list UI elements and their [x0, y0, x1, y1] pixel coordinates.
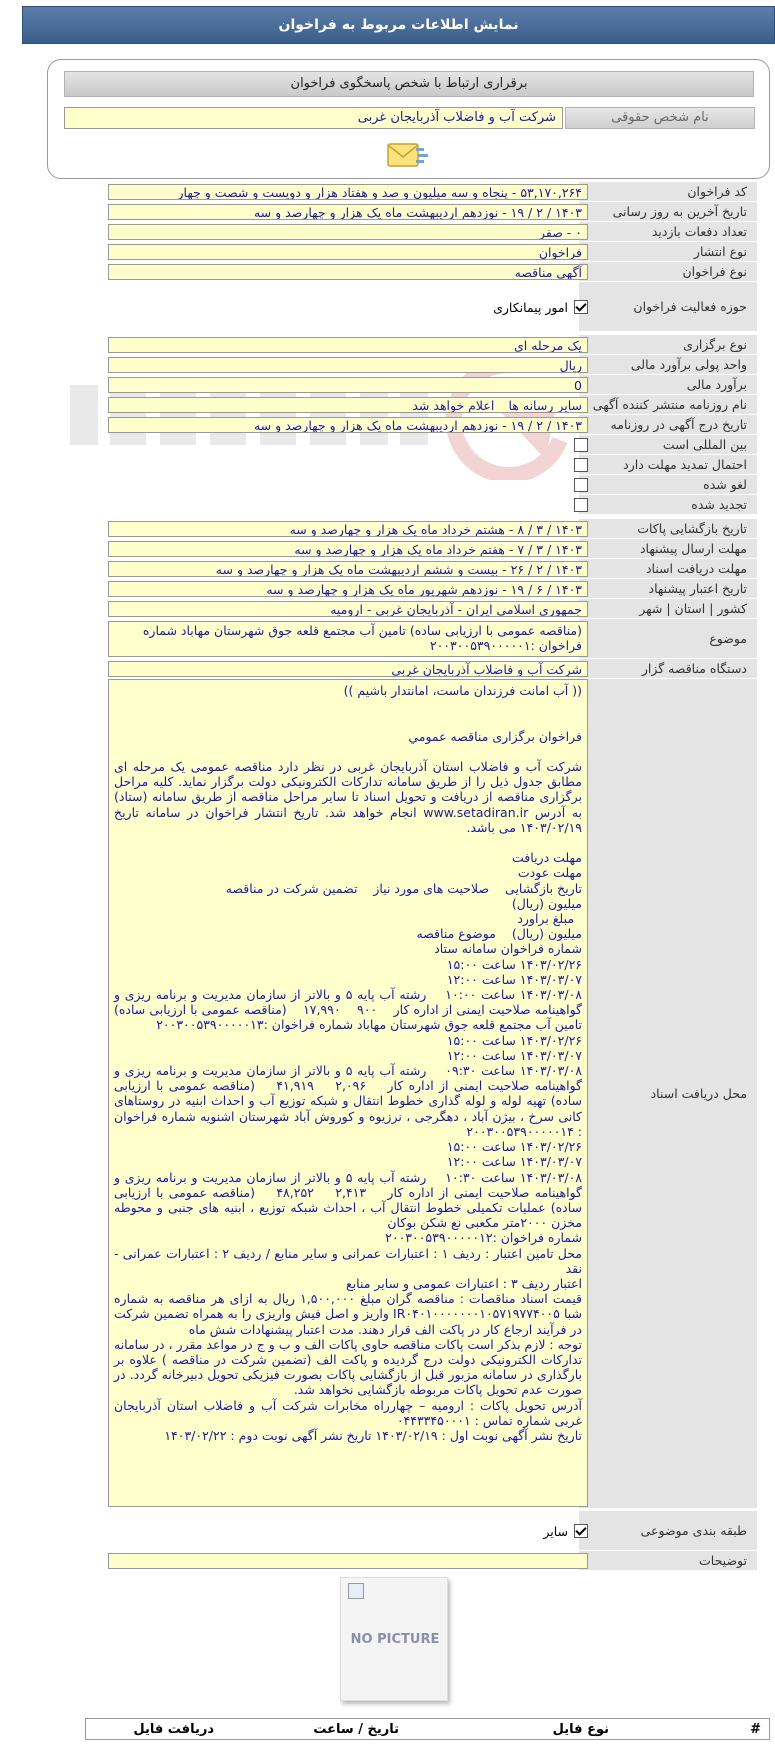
label-location: کشور | استان | شهر	[579, 599, 757, 619]
description-line: ۱۴۰۳/۰۳/۰۸ ساعت ۰۹:۳۰ رشته آب پایه ۵ و بالاتر از سازمان مدیریت و برنامه ریزی و گواهینامه صلاحیت ایمنی از اداره کار ۲,۰۹۶ ۴۱,۹۱۹ (مناقصه عمومی با ارزیابی ساده) تهیه لوله و لوله گذاری خطوط انتقال و شبکه توزیع آب و احداث ابنیه در روستاهای کانی سرخ ، بیژن آباد ، دهگرجی ، نرزیوه و کوروش آباد شهرستان اشنویه شماره فراخوان : ۲۰۰۳۰۰۵۳۹۰۰۰۰۰۱۴	[110, 1063, 582, 1139]
label-call-type: نوع فراخوان	[579, 262, 757, 282]
value-hold-type: یک مرحله ای	[108, 337, 588, 353]
row-extension	[0, 455, 775, 475]
value-category	[108, 1511, 588, 1551]
extension-cell	[108, 455, 588, 475]
label-notes: توضیحات	[579, 1551, 757, 1571]
broken-image-icon	[348, 1583, 364, 1599]
description-line: توجه : لازم بذکر است پاکات مناقصه حاوی پاکات الف و ب و ج در مواعد مقرر ، در سامانه تدارکات الکترونیکی دولت درج گردیده و پاکت الف (تضمین شرکت در مناقصه ) علاوه بر بارگذاری در سامانه مزبور قبل از بازگشایی پاکات بصورت فیزیکی تحویل دبیرخانه گردد. در صورت عدم تحویل پاکات مربوطه بازگشایی نخواهد شد.	[110, 1336, 582, 1398]
contact-header: برقراری ارتباط با شخص پاسخگوی فراخوان	[64, 71, 754, 97]
row-notes	[0, 1551, 775, 1571]
value-notes	[108, 1553, 588, 1569]
label-cancelled: لغو شده	[579, 475, 757, 495]
description-line: مبلغ براورد	[517, 911, 582, 927]
description-line: میلیون (ریال)	[511, 895, 582, 911]
col-download: دریافت فایل	[133, 1722, 214, 1737]
page-title: نمایش اطلاعات مربوط به فراخوان	[22, 6, 775, 44]
label-activity: حوزه فعالیت فراخوان	[579, 282, 757, 332]
value-last-update: ۱۴۰۳ / ۲ / ۱۹ - نوزدهم اردیبهشت ماه یک هزار و چهارصد و سه	[108, 204, 588, 220]
international-checkbox[interactable]	[574, 438, 588, 452]
subject-line-1: (مناقصه عمومی با ارزیابی ساده) تامین آب مجتمع قلعه جوق شهرستان مهاباد شماره	[142, 623, 582, 638]
renewed-checkbox[interactable]	[574, 498, 588, 512]
col-index: #	[750, 1722, 761, 1737]
label-hold-type: نوع برگزاری	[579, 335, 757, 355]
value-organizer: شرکت آب و فاضلاب آذربایجان غربی	[108, 661, 588, 677]
label-category: طبقه بندی موضوعی	[579, 1511, 757, 1551]
contact-label: نام شخص حقوقی	[565, 107, 755, 129]
label-opening-date: تاریخ بازگشایی پاکات	[579, 519, 757, 539]
subject-line-2: فراخوان :۲۰۰۳۰۰۵۳۹۰۰۰۰۰۱	[429, 638, 582, 653]
cancelled-checkbox[interactable]	[574, 478, 588, 492]
description-line: فراخوان برگزاری مناقصه عمومي	[408, 728, 582, 744]
col-file-type: نوع فایل	[552, 1722, 609, 1737]
row-hold-type	[0, 335, 775, 355]
description-line: قیمت اسناد مناقصات : مناقصه گران مبلغ ۱,۵۰۰,۰۰۰ ریال به ازای هر مناقصه به شماره شبا IR۰۴۰۱۰۰۰۰۰۰۰۱۰۵۷۱۹۷۷۴۰۰۵ واریز و اصل فیش واریزی را به همراه تضمین شرکت در فرآیند ارجاع کار در پاکت الف قرار دهند. مدت اعتبار پیشنهادات شش ماه	[110, 1291, 582, 1337]
row-newspaper-date	[0, 415, 775, 435]
row-submit-deadline	[0, 539, 775, 559]
description-line: مهلت دریافت	[512, 850, 582, 866]
label-newspaper: نام روزنامه منتشر کننده آگهی	[579, 395, 757, 415]
description-line: مهلت عودت	[517, 865, 582, 881]
label-publish-type: نوع انتشار	[579, 242, 757, 262]
label-visit-count: تعداد دفعات بازدید	[579, 222, 757, 242]
description-line	[114, 744, 582, 759]
description-line: شماره فراخوان :۲۰۰۳۰۰۵۳۹۰۰۰۰۰۱۲	[385, 1230, 582, 1246]
value-doc-deadline: ۱۴۰۳ / ۲ / ۲۶ - بیست و ششم اردیبهشت ماه یک هزار و چهارصد و سه	[108, 561, 588, 577]
category-text: سایر	[543, 1523, 568, 1539]
row-publish-type	[0, 242, 775, 262]
description-line: ۱۴۰۳/۰۳/۰۷ ساعت ۱۲:۰۰	[446, 1047, 582, 1063]
label-extension: احتمال تمدید مهلت دارد	[579, 455, 757, 475]
row-newspaper	[0, 395, 775, 415]
description-line	[114, 835, 582, 850]
label-organizer: دستگاه مناقصه گزار	[579, 659, 757, 679]
value-call-type: آگهی مناقصه	[108, 264, 588, 280]
value-validity: ۱۴۰۳ / ۶ / ۱۹ - نوزدهم شهریور ماه یک هزار و چهارصد و سه	[108, 581, 588, 597]
value-currency: ریال	[108, 357, 588, 373]
description-line: آدرس تحویل پاکات : ارومیه – چهارراه مخابرات شرکت آب و فاضلاب استان آذربایجان غربی شماره تماس : ۰۴۴۳۳۴۵۰۰۰۱	[110, 1397, 582, 1428]
label-international: بین المللی است	[579, 435, 757, 455]
label-submit-deadline: مهلت ارسال پیشنهاد	[579, 539, 757, 559]
activity-checkbox[interactable]	[574, 300, 588, 314]
contact-panel	[47, 59, 770, 179]
extension-checkbox[interactable]	[574, 458, 588, 472]
value-location: جمهوری اسلامی ایران - آذربایجان غربی - ارومیه	[108, 601, 588, 617]
cancelled-cell	[108, 475, 588, 495]
row-renewed	[0, 495, 775, 515]
description-line: اعتبار ردیف ۳ : اعتبارات عمومی و سایر منابع	[346, 1275, 582, 1291]
description-line: ۱۴۰۳/۰۳/۰۸ ساعت ۱۰:۰۰ رشته آب پایه ۵ و بالاتر از سازمان مدیریت و برنامه ریزی و گواهینامه صلاحیت ایمنی از اداره کار ۹۰۰ ۱۷,۹۹۰ (مناقصه عمومی با ارزیابی ساده) تامین آب مجتمع قلعه جوق شهرستان مهاباد شماره فراخوان :۲۰۰۳۰۰۵۳۹۰۰۰۰۰۱۳	[110, 987, 582, 1033]
label-doc-place: محل دریافت اسناد	[579, 679, 757, 1509]
mail-icon[interactable]	[386, 139, 430, 173]
no-picture-text: NO PICTURE	[350, 1632, 440, 1647]
label-doc-deadline: مهلت دریافت اسناد	[579, 559, 757, 579]
value-opening-date: ۱۴۰۳ / ۳ / ۸ - هشتم خرداد ماه یک هزار و چهارصد و سه	[108, 521, 588, 537]
label-currency: واحد پولی برآورد مالی	[579, 355, 757, 375]
label-newspaper-date: تاریخ درج آگهی در روزنامه	[579, 415, 757, 435]
description-line: ۱۴۰۳/۰۳/۰۸ ساعت ۱۰:۳۰ رشته آب پایه ۵ و بالاتر از سازمان مدیریت و برنامه ریزی و گواهینامه صلاحیت ایمنی از اداره کار ۲,۴۱۳ ۴۸,۲۵۲ (مناقصه عمومی با ارزیابی ساده) عملیات تکمیلی خطوط انتقال آب ، احداث شبکه توزیع ، ابنیه های جنبی و محوطه مخزن ۲۰۰۰متر مکعبی نع شکن بوکان	[110, 1169, 582, 1231]
international-cell	[108, 435, 588, 455]
label-validity: تاریخ اعتبار پیشنهاد	[579, 579, 757, 599]
description-line	[114, 698, 582, 713]
description-line: محل تامین اعتبار : ردیف ۱ : اعتبارات عمرانی و سایر منابع / ردیف ۲ : اعتبارات عمرانی - نقد	[110, 1245, 582, 1276]
row-currency	[0, 355, 775, 375]
row-estimate	[0, 375, 775, 395]
row-location	[0, 599, 775, 619]
row-international	[0, 435, 775, 455]
value-code: ۵۳,۱۷۰,۲۶۴ - پنجاه و سه میلیون و صد و هفتاد هزار و دویست و شصت و چهار	[108, 184, 588, 200]
description-line: ۱۴۰۳/۰۲/۲۶ ساعت ۱۵:۰۰	[446, 1139, 582, 1155]
row-validity	[0, 579, 775, 599]
no-picture-image	[340, 1577, 448, 1701]
label-last-update: تاریخ آخرین به روز رسانی	[579, 202, 757, 222]
description-line: شماره فراخوان سامانه ستاد	[434, 941, 582, 957]
files-table-header	[85, 1718, 770, 1740]
contact-value: شرکت آب و فاضلاب آذربایجان غربی	[64, 107, 563, 129]
label-code: کد فراخوان	[579, 182, 757, 202]
renewed-cell	[108, 495, 588, 515]
activity-text: امور پیمانکاری	[493, 299, 568, 315]
row-activity	[0, 282, 775, 332]
value-newspaper-date: ۱۴۰۳ / ۲ / ۱۹ - نوزدهم اردیبهشت ماه یک هزار و چهارصد و سه	[108, 417, 588, 433]
col-date: تاریخ / ساعت	[313, 1722, 399, 1737]
label-renewed: تجدید شده	[579, 495, 757, 515]
row-opening-date	[0, 519, 775, 539]
row-category	[0, 1511, 775, 1551]
row-last-update	[0, 202, 775, 222]
row-code	[0, 182, 775, 202]
value-publish-type: فراخوان	[108, 244, 588, 260]
description-line: ۱۴۰۳/۰۳/۰۷ ساعت ۱۲:۰۰	[446, 971, 582, 987]
description-text	[108, 679, 588, 1507]
category-checkbox[interactable]	[574, 1524, 588, 1538]
description-line: ۱۴۰۳/۰۲/۲۶ ساعت ۱۵:۰۰	[446, 1032, 582, 1048]
value-estimate: 0	[108, 377, 588, 393]
description-line: (( آب امانت فرزندان ماست، امانتدار باشیم ))	[343, 683, 582, 698]
description-line: تاریخ بازگشایی صلاحیت های مورد نیاز تضمین شرکت در مناقصه	[225, 880, 582, 896]
value-newspaper: سایر رسانه ها _ اعلام خواهد شد	[108, 397, 588, 413]
description-line: ۱۴۰۳/۰۳/۰۷ ساعت ۱۲:۰۰	[446, 1154, 582, 1170]
row-organizer	[0, 659, 775, 679]
row-doc-deadline	[0, 559, 775, 579]
description-line: میلیون (ریال) موضوع مناقصه	[416, 926, 582, 942]
value-visit-count: ۰ - صفر	[108, 224, 588, 240]
value-subject	[108, 621, 588, 657]
row-subject	[0, 619, 775, 659]
row-cancelled	[0, 475, 775, 495]
label-subject: موضوع	[579, 619, 757, 659]
value-activity	[108, 282, 588, 332]
description-line: تاریخ نشر آگهی نوبت اول : ۱۴۰۳/۰۲/۱۹ تاریخ نشر آگهی نوبت دوم : ۱۴۰۳/۰۲/۲۲	[164, 1427, 582, 1443]
label-estimate: برآورد مالی	[579, 375, 757, 395]
row-call-type	[0, 262, 775, 282]
value-submit-deadline: ۱۴۰۳ / ۳ / ۷ - هفتم خرداد ماه یک هزار و چهارصد و سه	[108, 541, 588, 557]
description-line: شرکت آب و فاضلاب استان آذربایجان غربی در نظر دارد مناقصه عمومی یک مرحله ای مطابق جدول ذیل را از طریق سامانه تدارکات الکترونیکی دولت برگزار نماید. کلیه مراحل برگزاری مناقصه از دریافت و تحویل اسناد تا سایر مراحل مناقصه از طریق سامانه (ستاد) به آدرس www.setadiran.ir انجام خواهد شد. تاریخ انتشار فراخوان در سامانه تاریخ ۱۴۰۳/۰۲/۱۹ می باشد.	[110, 759, 583, 835]
description-line: ۱۴۰۳/۰۲/۲۶ ساعت ۱۵:۰۰	[446, 956, 582, 972]
description-line	[114, 713, 582, 728]
row-visit-count	[0, 222, 775, 242]
